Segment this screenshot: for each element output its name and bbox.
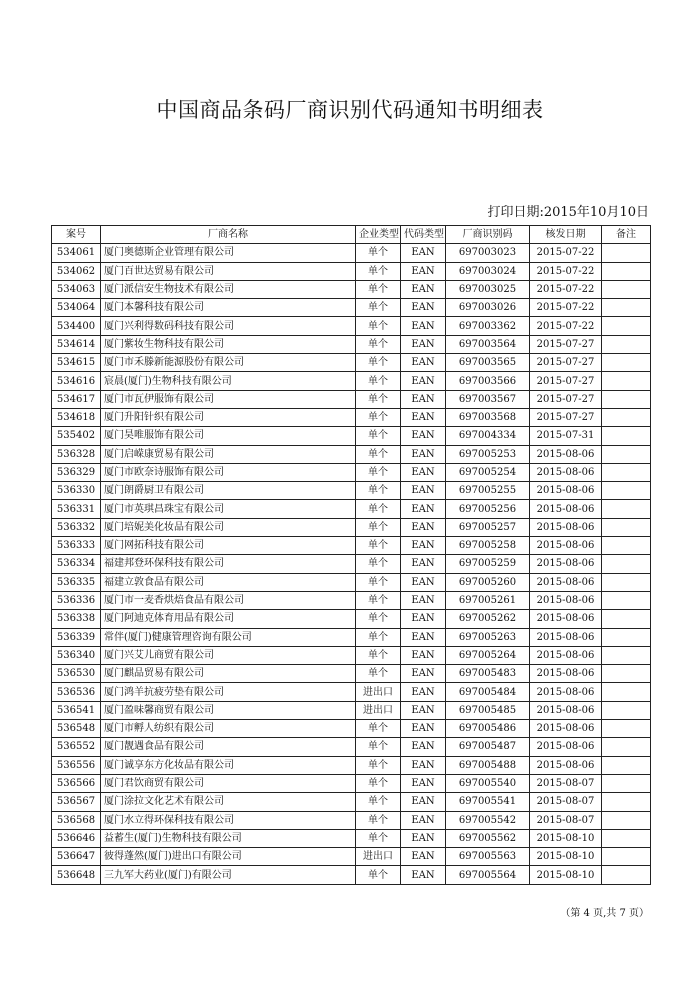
case-no-cell: 534062: [52, 262, 101, 280]
remarks-cell: [602, 866, 651, 884]
case-no-cell: 536548: [52, 720, 101, 738]
issue-date-cell: 2015-08-06: [530, 701, 602, 719]
company-name-cell: 厦门市一麦香烘焙食品有限公司: [101, 591, 356, 609]
issue-date-cell: 2015-07-27: [530, 335, 602, 353]
case-no-cell: 536536: [52, 683, 101, 701]
company-code-cell: 697005488: [446, 756, 530, 774]
remarks-cell: [602, 591, 651, 609]
company-name-cell: 厦门奥德斯企业管理有限公司: [101, 244, 356, 262]
company-name-cell: 厦门本馨科技有限公司: [101, 299, 356, 317]
company-name-cell: 厦门诚享东方化妆品有限公司: [101, 756, 356, 774]
code-type-cell: EAN: [401, 372, 446, 390]
issue-date-cell: 2015-08-06: [530, 720, 602, 738]
enterprise-type-cell: 单个: [356, 537, 401, 555]
remarks-cell: [602, 280, 651, 298]
table-row: [52, 262, 651, 280]
issue-date-cell: 2015-08-06: [530, 756, 602, 774]
table-row: [52, 866, 651, 884]
remarks-cell: [602, 774, 651, 792]
enterprise-type-cell: 单个: [356, 811, 401, 829]
case-no-cell: 536335: [52, 573, 101, 591]
enterprise-type-cell: 进出口: [356, 683, 401, 701]
case-no-cell: 536567: [52, 793, 101, 811]
code-type-cell: EAN: [401, 738, 446, 756]
company-name-cell: 厦门升阳针织有限公司: [101, 408, 356, 426]
remarks-cell: [602, 244, 651, 262]
enterprise-type-cell: 单个: [356, 445, 401, 463]
company-name-cell: 厦门培妮美化妆品有限公司: [101, 518, 356, 536]
code-type-cell: EAN: [401, 573, 446, 591]
enterprise-type-cell: 进出口: [356, 848, 401, 866]
enterprise-type-cell: 单个: [356, 354, 401, 372]
case-no-cell: 536552: [52, 738, 101, 756]
issue-date-cell: 2015-08-06: [530, 628, 602, 646]
issue-date-cell: 2015-08-06: [530, 555, 602, 573]
remarks-cell: [602, 683, 651, 701]
header-company-name: 厂商名称: [101, 226, 356, 244]
enterprise-type-cell: 单个: [356, 280, 401, 298]
case-no-cell: 534615: [52, 354, 101, 372]
remarks-cell: [602, 372, 651, 390]
code-type-cell: EAN: [401, 537, 446, 555]
table-row: [52, 280, 651, 298]
company-name-cell: 厦门君饮商贸有限公司: [101, 774, 356, 792]
company-code-cell: 697003362: [446, 317, 530, 335]
header-enterprise-type: 企业类型: [356, 226, 401, 244]
page-title: 中国商品条码厂商识别代码通知书明细表: [156, 98, 544, 122]
company-name-cell: 厦门市欧奈诗服饰有限公司: [101, 463, 356, 481]
company-name-cell: 厦门靓遇食品有限公司: [101, 738, 356, 756]
company-code-cell: 697005485: [446, 701, 530, 719]
issue-date-cell: 2015-08-10: [530, 829, 602, 847]
remarks-cell: [602, 390, 651, 408]
header-issue-date: 核发日期: [530, 226, 602, 244]
case-no-cell: 536329: [52, 463, 101, 481]
page-footer: （第 4 页,共 7 页）: [560, 908, 649, 919]
remarks-cell: [602, 701, 651, 719]
case-no-cell: 536338: [52, 610, 101, 628]
issue-date-cell: 2015-08-06: [530, 683, 602, 701]
code-type-cell: EAN: [401, 244, 446, 262]
code-type-cell: EAN: [401, 646, 446, 664]
company-name-cell: 常伴(厦门)健康管理咨询有限公司: [101, 628, 356, 646]
case-no-cell: 535402: [52, 427, 101, 445]
case-no-cell: 534618: [52, 408, 101, 426]
issue-date-cell: 2015-08-06: [530, 482, 602, 500]
company-code-cell: 697003024: [446, 262, 530, 280]
enterprise-type-cell: 单个: [356, 427, 401, 445]
remarks-cell: [602, 665, 651, 683]
issue-date-cell: 2015-07-22: [530, 244, 602, 262]
code-type-cell: EAN: [401, 793, 446, 811]
company-code-cell: 697003565: [446, 354, 530, 372]
case-no-cell: 536328: [52, 445, 101, 463]
enterprise-type-cell: 单个: [356, 262, 401, 280]
enterprise-type-cell: 单个: [356, 720, 401, 738]
remarks-cell: [602, 610, 651, 628]
company-name-cell: 厦门派信安生物技术有限公司: [101, 280, 356, 298]
remarks-cell: [602, 335, 651, 353]
company-name-cell: 厦门昊唯服饰有限公司: [101, 427, 356, 445]
table-row: [52, 354, 651, 372]
remarks-cell: [602, 463, 651, 481]
case-no-cell: 534061: [52, 244, 101, 262]
case-no-cell: 536541: [52, 701, 101, 719]
company-name-cell: 福建邦登环保科技有限公司: [101, 555, 356, 573]
case-no-cell: 534617: [52, 390, 101, 408]
case-no-cell: 536647: [52, 848, 101, 866]
remarks-cell: [602, 738, 651, 756]
table-row: [52, 317, 651, 335]
company-code-cell: 697005262: [446, 610, 530, 628]
code-type-cell: EAN: [401, 555, 446, 573]
case-no-cell: 536339: [52, 628, 101, 646]
company-code-cell: 697005541: [446, 793, 530, 811]
company-code-cell: 697005260: [446, 573, 530, 591]
enterprise-type-cell: 单个: [356, 555, 401, 573]
table-row: [52, 683, 651, 701]
header-case-no: 案号: [52, 226, 101, 244]
enterprise-type-cell: 单个: [356, 408, 401, 426]
issue-date-cell: 2015-08-06: [530, 573, 602, 591]
issue-date-cell: 2015-07-22: [530, 262, 602, 280]
issue-date-cell: 2015-08-06: [530, 518, 602, 536]
print-date: 打印日期:2015年10月10日: [487, 205, 649, 220]
enterprise-type-cell: 单个: [356, 738, 401, 756]
issue-date-cell: 2015-08-06: [530, 445, 602, 463]
table-row: [52, 463, 651, 481]
company-name-cell: 宸晨(厦门)生物科技有限公司: [101, 372, 356, 390]
company-code-cell: 697003564: [446, 335, 530, 353]
company-code-cell: 697003026: [446, 299, 530, 317]
header-code-type: 代码类型: [401, 226, 446, 244]
case-no-cell: 536568: [52, 811, 101, 829]
company-code-cell: 697005564: [446, 866, 530, 884]
issue-date-cell: 2015-08-07: [530, 811, 602, 829]
code-type-cell: EAN: [401, 720, 446, 738]
issue-date-cell: 2015-07-27: [530, 390, 602, 408]
company-code-cell: 697005255: [446, 482, 530, 500]
enterprise-type-cell: 单个: [356, 573, 401, 591]
enterprise-type-cell: 单个: [356, 463, 401, 481]
table-row: [52, 848, 651, 866]
company-code-cell: 697005254: [446, 463, 530, 481]
company-code-cell: 697004334: [446, 427, 530, 445]
issue-date-cell: 2015-08-06: [530, 537, 602, 555]
code-type-cell: EAN: [401, 756, 446, 774]
remarks-cell: [602, 573, 651, 591]
company-name-cell: 彼得蓬然(厦门)进出口有限公司: [101, 848, 356, 866]
table-row: [52, 774, 651, 792]
company-name-cell: 厦门百世达贸易有限公司: [101, 262, 356, 280]
enterprise-type-cell: 进出口: [356, 701, 401, 719]
company-name-cell: 厦门麒品贸易有限公司: [101, 665, 356, 683]
code-type-cell: EAN: [401, 665, 446, 683]
table-row: [52, 335, 651, 353]
company-code-cell: 697003025: [446, 280, 530, 298]
table-row: [52, 500, 651, 518]
company-code-cell: 697005540: [446, 774, 530, 792]
company-name-cell: 三九军大药业(厦门)有限公司: [101, 866, 356, 884]
code-type-cell: EAN: [401, 280, 446, 298]
table-row: [52, 756, 651, 774]
issue-date-cell: 2015-07-22: [530, 299, 602, 317]
table-row: [52, 537, 651, 555]
table-row: [52, 829, 651, 847]
code-type-cell: EAN: [401, 408, 446, 426]
table-row: [52, 299, 651, 317]
code-type-cell: EAN: [401, 390, 446, 408]
remarks-cell: [602, 848, 651, 866]
issue-date-cell: 2015-08-06: [530, 591, 602, 609]
remarks-cell: [602, 299, 651, 317]
table-row: [52, 408, 651, 426]
issue-date-cell: 2015-08-06: [530, 665, 602, 683]
company-name-cell: 厦门紫妆生物科技有限公司: [101, 335, 356, 353]
case-no-cell: 536530: [52, 665, 101, 683]
company-name-cell: 厦门市孵人纺织有限公司: [101, 720, 356, 738]
company-name-cell: 厦门网拓科技有限公司: [101, 537, 356, 555]
company-name-cell: 厦门兴艾儿商贸有限公司: [101, 646, 356, 664]
remarks-cell: [602, 408, 651, 426]
table-row: [52, 244, 651, 262]
code-type-cell: EAN: [401, 866, 446, 884]
company-name-cell: 福建立敦食品有限公司: [101, 573, 356, 591]
company-code-cell: 697005257: [446, 518, 530, 536]
company-code-cell: 697005258: [446, 537, 530, 555]
table-row: [52, 793, 651, 811]
case-no-cell: 536331: [52, 500, 101, 518]
enterprise-type-cell: 单个: [356, 518, 401, 536]
remarks-cell: [602, 628, 651, 646]
case-no-cell: 536333: [52, 537, 101, 555]
company-name-cell: 厦门启嵘康贸易有限公司: [101, 445, 356, 463]
remarks-cell: [602, 500, 651, 518]
code-type-cell: EAN: [401, 701, 446, 719]
code-type-cell: EAN: [401, 628, 446, 646]
remarks-cell: [602, 537, 651, 555]
table-row: [52, 811, 651, 829]
code-type-cell: EAN: [401, 427, 446, 445]
table-row: [52, 628, 651, 646]
company-code-cell: 697003567: [446, 390, 530, 408]
code-type-cell: EAN: [401, 829, 446, 847]
company-code-cell: 697005563: [446, 848, 530, 866]
table-row: [52, 573, 651, 591]
remarks-cell: [602, 518, 651, 536]
table-body: [52, 244, 651, 884]
case-no-cell: 536646: [52, 829, 101, 847]
table-header-row: [52, 226, 651, 244]
company-name-cell: 厦门涂拉文化艺术有限公司: [101, 793, 356, 811]
enterprise-type-cell: 单个: [356, 646, 401, 664]
issue-date-cell: 2015-07-22: [530, 317, 602, 335]
enterprise-type-cell: 单个: [356, 390, 401, 408]
code-type-cell: EAN: [401, 262, 446, 280]
issue-date-cell: 2015-07-31: [530, 427, 602, 445]
issue-date-cell: 2015-08-06: [530, 500, 602, 518]
code-type-cell: EAN: [401, 335, 446, 353]
table-row: [52, 738, 651, 756]
enterprise-type-cell: 单个: [356, 317, 401, 335]
case-no-cell: 536566: [52, 774, 101, 792]
company-code-cell: 697003566: [446, 372, 530, 390]
issue-date-cell: 2015-08-06: [530, 610, 602, 628]
company-name-cell: 厦门阿迪克体育用品有限公司: [101, 610, 356, 628]
remarks-cell: [602, 811, 651, 829]
issue-date-cell: 2015-08-10: [530, 866, 602, 884]
code-type-cell: EAN: [401, 299, 446, 317]
case-no-cell: 536332: [52, 518, 101, 536]
code-type-cell: EAN: [401, 774, 446, 792]
company-code-cell: 697005261: [446, 591, 530, 609]
issue-date-cell: 2015-07-27: [530, 408, 602, 426]
case-no-cell: 536340: [52, 646, 101, 664]
enterprise-type-cell: 单个: [356, 591, 401, 609]
enterprise-type-cell: 单个: [356, 756, 401, 774]
code-type-cell: EAN: [401, 463, 446, 481]
issue-date-cell: 2015-08-06: [530, 738, 602, 756]
code-type-cell: EAN: [401, 518, 446, 536]
remarks-cell: [602, 482, 651, 500]
remarks-cell: [602, 555, 651, 573]
code-type-cell: EAN: [401, 683, 446, 701]
issue-date-cell: 2015-08-10: [530, 848, 602, 866]
code-type-cell: EAN: [401, 500, 446, 518]
header-company-code: 厂商识别码: [446, 226, 530, 244]
issue-date-cell: 2015-08-07: [530, 774, 602, 792]
company-name-cell: 厦门盈味馨商贸有限公司: [101, 701, 356, 719]
company-code-cell: 697005483: [446, 665, 530, 683]
code-type-cell: EAN: [401, 811, 446, 829]
code-type-cell: EAN: [401, 482, 446, 500]
case-no-cell: 536556: [52, 756, 101, 774]
company-name-cell: 益蓄生(厦门)生物科技有限公司: [101, 829, 356, 847]
header-remarks: 备注: [602, 226, 651, 244]
code-type-cell: EAN: [401, 317, 446, 335]
table-row: [52, 518, 651, 536]
remarks-cell: [602, 829, 651, 847]
table-row: [52, 390, 651, 408]
company-code-cell: 697005562: [446, 829, 530, 847]
enterprise-type-cell: 单个: [356, 774, 401, 792]
table-row: [52, 610, 651, 628]
enterprise-type-cell: 单个: [356, 500, 401, 518]
company-code-cell: 697005259: [446, 555, 530, 573]
company-code-cell: 697005253: [446, 445, 530, 463]
enterprise-type-cell: 单个: [356, 665, 401, 683]
company-code-cell: 697003568: [446, 408, 530, 426]
remarks-cell: [602, 793, 651, 811]
company-name-cell: 厦门市英琪昌珠宝有限公司: [101, 500, 356, 518]
remarks-cell: [602, 427, 651, 445]
issue-date-cell: 2015-07-22: [530, 280, 602, 298]
table-row: [52, 555, 651, 573]
enterprise-type-cell: 单个: [356, 244, 401, 262]
company-code-cell: 697005263: [446, 628, 530, 646]
case-no-cell: 534400: [52, 317, 101, 335]
issue-date-cell: 2015-07-27: [530, 354, 602, 372]
issue-date-cell: 2015-07-27: [530, 372, 602, 390]
enterprise-type-cell: 单个: [356, 793, 401, 811]
remarks-cell: [602, 317, 651, 335]
issue-date-cell: 2015-08-06: [530, 463, 602, 481]
table-row: [52, 665, 651, 683]
company-name-cell: 厦门兴利得数码科技有限公司: [101, 317, 356, 335]
enterprise-type-cell: 单个: [356, 610, 401, 628]
table-row: [52, 372, 651, 390]
enterprise-type-cell: 单个: [356, 628, 401, 646]
code-type-cell: EAN: [401, 848, 446, 866]
company-code-cell: 697005487: [446, 738, 530, 756]
table-row: [52, 445, 651, 463]
enterprise-type-cell: 单个: [356, 299, 401, 317]
table-row: [52, 482, 651, 500]
company-name-cell: 厦门朗爵厨卫有限公司: [101, 482, 356, 500]
code-type-cell: EAN: [401, 591, 446, 609]
table-row: [52, 701, 651, 719]
issue-date-cell: 2015-08-07: [530, 793, 602, 811]
company-name-cell: 厦门水立得环保科技有限公司: [101, 811, 356, 829]
case-no-cell: 534616: [52, 372, 101, 390]
detail-table: [51, 225, 651, 885]
table-row: [52, 427, 651, 445]
table-row: [52, 646, 651, 664]
remarks-cell: [602, 756, 651, 774]
company-code-cell: 697005264: [446, 646, 530, 664]
enterprise-type-cell: 单个: [356, 829, 401, 847]
remarks-cell: [602, 720, 651, 738]
company-name-cell: 厦门市禾滕新能源股份有限公司: [101, 354, 356, 372]
company-name-cell: 厦门鸿羊抗疲劳垫有限公司: [101, 683, 356, 701]
case-no-cell: 536336: [52, 591, 101, 609]
enterprise-type-cell: 单个: [356, 372, 401, 390]
case-no-cell: 534064: [52, 299, 101, 317]
case-no-cell: 536330: [52, 482, 101, 500]
remarks-cell: [602, 354, 651, 372]
table-row: [52, 720, 651, 738]
case-no-cell: 536334: [52, 555, 101, 573]
enterprise-type-cell: 单个: [356, 482, 401, 500]
company-code-cell: 697005484: [446, 683, 530, 701]
case-no-cell: 534614: [52, 335, 101, 353]
company-code-cell: 697005486: [446, 720, 530, 738]
issue-date-cell: 2015-08-06: [530, 646, 602, 664]
enterprise-type-cell: 单个: [356, 866, 401, 884]
case-no-cell: 534063: [52, 280, 101, 298]
company-code-cell: 697003023: [446, 244, 530, 262]
remarks-cell: [602, 262, 651, 280]
table-row: [52, 591, 651, 609]
code-type-cell: EAN: [401, 445, 446, 463]
company-code-cell: 697005542: [446, 811, 530, 829]
case-no-cell: 536648: [52, 866, 101, 884]
code-type-cell: EAN: [401, 610, 446, 628]
company-code-cell: 697005256: [446, 500, 530, 518]
code-type-cell: EAN: [401, 354, 446, 372]
company-name-cell: 厦门市瓦伊服饰有限公司: [101, 390, 356, 408]
enterprise-type-cell: 单个: [356, 335, 401, 353]
remarks-cell: [602, 445, 651, 463]
remarks-cell: [602, 646, 651, 664]
